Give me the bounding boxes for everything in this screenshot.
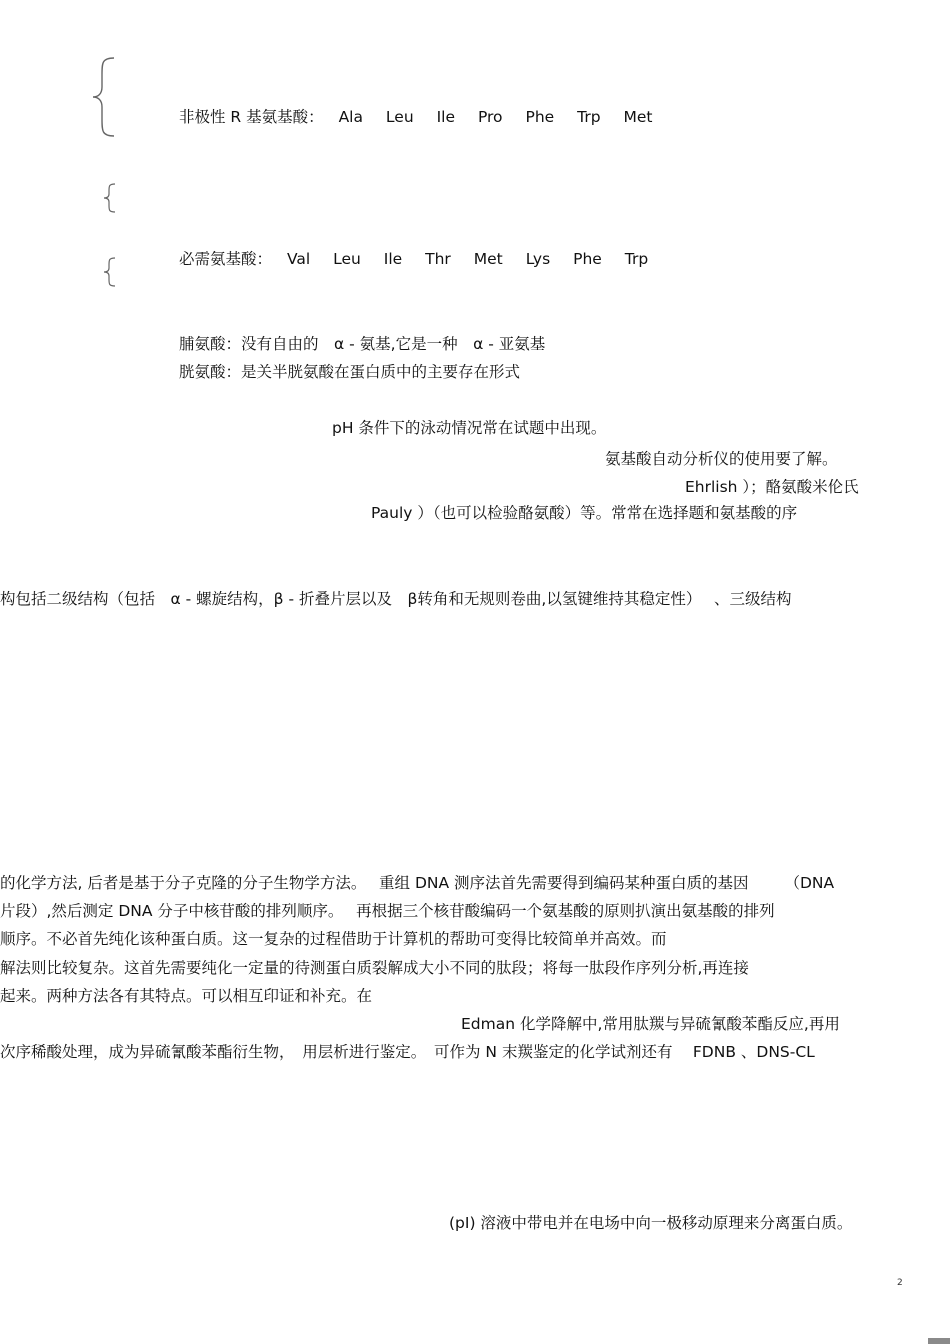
cystine-note: 胱氨酸：是关半胱氨酸在蛋白质中的主要存在形式: [179, 363, 521, 381]
ph-note: pH 条件下的泳动情况常在试题中出现。: [332, 419, 607, 437]
nonpolar-line: [179, 107, 652, 127]
paragraph-line-7: 次序稀酸处理，成为异硫氰酸苯酯衍生物， 用层析进行鉴定。 可作为 N 末羰鉴定的化学试剂还有 FDNB 、DNS-CL: [0, 1043, 815, 1061]
amino-acid-lys: Lys: [525, 250, 551, 268]
electrophoresis-note: (pI) 溶液中带电并在电场中向一极移动原理来分离蛋白质。: [449, 1214, 853, 1232]
small-brace-1: [101, 183, 119, 213]
structure-note: 构包括二级结构（包括 α - 螺旋结构，β - 折叠片层以及 β转角和无规则卷曲,以氢键维持其稳定性） 、三级结构: [0, 590, 792, 608]
amino-acid-met: Met: [473, 250, 503, 268]
amino-acid-met: Met: [623, 108, 653, 126]
amino-acid-phe: Phe: [573, 250, 602, 268]
paragraph-line-3: 顺序。不必首先纯化该种蛋白质。这一复杂的过程借助于计算机的帮助可变得比较简单并高效。而: [0, 930, 667, 948]
amino-acid-ala: Ala: [338, 108, 363, 126]
pauly-note: Pauly ）（也可以检验酪氨酸）等。常常在选择题和氨基酸的序: [371, 504, 798, 522]
amino-acid-phe: Phe: [525, 108, 555, 126]
amino-acid-trp: Trp: [624, 250, 649, 268]
page-number: 2: [897, 1278, 903, 1288]
analyzer-note: 氨基酸自动分析仪的使用要了解。: [605, 450, 838, 468]
paragraph-line-1: 的化学方法, 后者是基于分子克隆的分子生物学方法。 重组 DNA 测序法首先需要得到编码某种蛋白质的基因 （DNA: [0, 874, 835, 892]
amino-acid-pro: Pro: [477, 108, 503, 126]
paragraph-line-4: 解法则比较复杂。这首先需要纯化一定量的待测蛋白质裂解成大小不同的肽段；将每一肽段作序列分析,再连接: [0, 959, 749, 977]
paragraph-line-6: Edman 化学降解中,常用肽羰与异硫氰酸苯酯反应,再用: [461, 1015, 840, 1033]
amino-acid-thr: Thr: [425, 250, 451, 268]
amino-acid-trp: Trp: [577, 108, 601, 126]
amino-acid-ile: Ile: [383, 250, 403, 268]
small-brace-2: [101, 257, 119, 287]
paragraph-line-5: 起来。两种方法各有其特点。可以相互印证和补充。在: [0, 987, 373, 1005]
large-brace: [90, 55, 120, 139]
amino-acid-val: Val: [286, 250, 311, 268]
proline-note: 脯氨酸：没有自由的 α - 氨基,它是一种 α - 亚氨基: [179, 335, 546, 353]
amino-acid-leu: Leu: [333, 250, 361, 268]
amino-acid-ile: Ile: [436, 108, 456, 126]
amino-acid-leu: Leu: [385, 108, 414, 126]
nonpolar-label: 非极性 R 基氨基酸：: [179, 108, 324, 126]
ehrlish-note: Ehrlish ）；酪氨酸米伦氏: [685, 478, 859, 496]
essential-label: 必需氨基酸：: [179, 250, 273, 268]
corner-mark: [928, 1338, 950, 1344]
essential-line: [179, 249, 648, 269]
paragraph-line-2: 片段）,然后测定 DNA 分子中核苷酸的排列顺序。 再根据三个核苷酸编码一个氨基酸的原则扒演出氨基酸的排列: [0, 902, 775, 920]
